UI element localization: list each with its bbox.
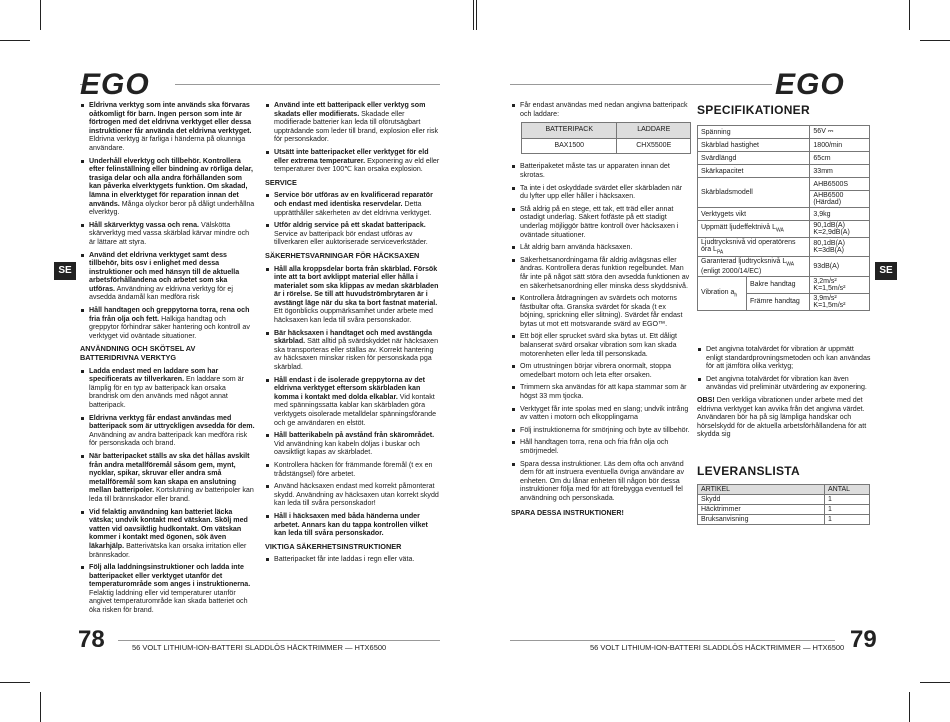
table-cell: AHB6500 (Härdad)	[810, 191, 870, 208]
battery-table	[521, 122, 691, 154]
bold-lead: Eldrivna verktyg får endast användas med batteripack som är uttryckligen avsedda för dem.	[89, 413, 255, 431]
crop-mark	[476, 0, 477, 30]
right-column-1	[511, 101, 691, 517]
crop-mark	[0, 682, 30, 683]
spec-value: 80,1dB(A)	[813, 240, 845, 248]
bold-lead: Håll endast i de isolerade greppytorna av det eldrivna verktyget eftersom skärbladen kan komma i kontakt med dolda elkablar.	[274, 375, 425, 401]
table-cell: 93dB(A)	[810, 257, 870, 276]
spec-subscript: WA	[786, 261, 795, 268]
list-item	[80, 306, 255, 340]
bold-lead: Eldrivna verktyg som inte används ska förvaras oåtkomligt för barn. Ingen person som inte är förtrogen med det eldrivna verktyget eller dessa instruktioner får använda det eldrivna verktyget.	[89, 101, 252, 135]
body-text: Service av batteripack bör endast utföras av tillverkaren eller auktoriserade serviceverkstäder.	[274, 229, 428, 247]
footer-rule	[118, 640, 440, 641]
left-column-1	[80, 101, 255, 619]
closing-note: SPARA DESSA INSTRUKTIONER!	[511, 508, 624, 517]
crop-mark	[920, 40, 950, 41]
table-cell: Verktygets vikt	[698, 208, 810, 221]
crop-mark	[909, 692, 910, 722]
body-text: Vid användning kan kabeln döljas i buskar och oavsiktligt kapas av skärbladet.	[274, 439, 420, 457]
body-text: Batterivätska kan orsaka irritation eller brännskador.	[89, 541, 247, 559]
bold-lead: Utför aldrig service på ett skadat batteripack.	[274, 221, 426, 230]
list-item	[265, 555, 440, 564]
spec-label: Vibration a	[701, 288, 735, 296]
table-header: BATTERIPACK	[522, 123, 617, 139]
table-cell: Skärbladsmodell	[698, 178, 810, 208]
ego-logo-right: EGO	[775, 68, 845, 101]
list-item: Säkerhetsanordningarna får aldrig avlägsnas eller ändras. Kontrollera deras funktion regelbundet. Man får inte på något sätt störa den avsedda funktionen av en säkerhetsanordning eller minska dess skyddsnivå.	[511, 256, 691, 290]
left-column-2	[265, 101, 440, 568]
list-item: Ett böjt eller sprucket svärd ska bytas ut. Ett dåligt balanserat svärd orsakar vibration som kan skada motorenheten eller leda till personskada.	[511, 332, 691, 358]
spec-value: K=2,9dB(A)	[813, 229, 850, 236]
table-cell: 1800/min	[810, 139, 870, 152]
safety-heading: SÄKERHETSVARNINGAR FÖR HÄCKSAXEN	[265, 250, 420, 260]
list-item: Spara dessa instruktioner. Läs dem ofta och använd dem för att instruera eventuella övriga användare av enheten. Om du lånar enheten till någon bör dessa instruktioner följa med för att förebygga eventuell fel användning och personskada.	[511, 460, 691, 503]
specs-notes	[697, 345, 872, 439]
specs-heading: SPECIFIKATIONER	[697, 103, 810, 117]
table-cell: 33mm	[810, 165, 870, 178]
ego-logo-left: EGO	[80, 68, 150, 101]
header-rule	[510, 84, 772, 85]
list-item: Ta inte i det oskyddade svärdet eller skärbladen när du lyfter upp eller håller i häcksaxen.	[511, 184, 691, 201]
table-cell	[698, 221, 810, 238]
spec-subscript: WA	[775, 227, 784, 234]
list-item: Om utrustningen börjar vibrera onormalt, stoppa omedelbart motorn och leta efter orsaken.	[511, 362, 691, 379]
leverans-heading: LEVERANSLISTA	[697, 464, 801, 478]
crop-mark	[40, 692, 41, 722]
spec-value: 3,2m/s²	[813, 277, 837, 285]
table-cell: 1	[825, 495, 870, 505]
extra-heading: VIKTIGA SÄKERHETSINSTRUKTIONER	[265, 541, 402, 551]
spec-label: Ljudtrycksnivå vid operatörens öra L	[701, 239, 796, 253]
table-cell: Spänning	[698, 126, 810, 139]
bold-lead: Använd det eldrivna verktyget samt dess tillbehör, bits osv i enlighet med dessa instruktioner och med hänsyn till de aktuella arbetsförhållandena och arbetet som ska utföras.	[89, 250, 240, 293]
body-text: Detta upprätthåller säkerheten av det eldrivna verktyget.	[274, 199, 432, 217]
list-item	[265, 376, 440, 428]
bold-lead: Vid felaktig användning kan batteriet läcka vätska; undvik kontakt med vätskan. Skölj med vatten vid oavsiktlig hudkontakt. Om vätskan kommer i kontakt med ögonen, sök även läkarhjälp.	[89, 507, 248, 550]
page-number-right: 79	[850, 626, 877, 653]
table-cell: Bakre handtag	[747, 276, 810, 293]
list-item	[80, 508, 255, 560]
body-text: Många olyckor beror på dåligt underhållna elverktyg.	[89, 199, 255, 217]
table-cell	[698, 257, 810, 276]
spec-label: Uppmätt ljudeffektnivå L	[701, 224, 776, 232]
body-text: En laddare som är lämplig för en typ av batteripack kan orsaka brandrisk om den används med något annat batteripack.	[89, 375, 244, 409]
table-cell: 56V ⎓	[810, 126, 870, 139]
body-text: Kortslutning av batteripoler kan leda till brännskador eller brand.	[89, 486, 254, 503]
obs-label: OBS!	[697, 395, 715, 404]
section-heading: ANVÄNDNING OCH SKÖTSEL AV BATTERIDRIVNA VERKTYG	[80, 344, 196, 363]
table-cell: Svärdlängd	[698, 152, 810, 165]
body-text: Kontrollera häcken för främmande föremål (t ex en trådstängsel) före arbetet.	[274, 460, 433, 478]
body-text: Vid kontakt med spänningssatta kablar kan skärbladen göra verktygets oisolerade metalldelar spänningsförande och ge användaren en elstöt.	[274, 392, 437, 427]
spec-value: K=1,5m/s²	[813, 301, 846, 309]
body-text: Skadade eller modifierade batterier kan leda till oförutsägbart uppträdande som leder till brand, explosion eller risk för personskador.	[274, 109, 439, 144]
table-cell: Skydd	[698, 495, 825, 505]
body-text: Användning av andra batteripack kan medföra risk för personskada och brand.	[89, 430, 248, 448]
spec-label: (enligt 2000/14/EC)	[701, 267, 762, 275]
spec-value: K=3dB(A)	[813, 247, 844, 255]
list-item	[265, 148, 440, 174]
spec-value: K=1,5m/s²	[813, 284, 846, 292]
list-item: Trimmern ska användas för att kapa stammar som är högst 33 mm tjocka.	[511, 383, 691, 400]
bold-lead: Bär häcksaxen i handtaget och med avstängda skärblad.	[274, 328, 433, 346]
spec-subscript: h	[734, 291, 738, 298]
bold-lead: Service bör utföras av en kvalificerad reparatör och endast med identiska reservdelar.	[274, 191, 433, 208]
list-item	[265, 101, 440, 144]
body-text: Sätt alltid på svärdskyddet när häcksaxen ska transporteras eller ställas av. Korrekt hantering av häcksaxen minskar risken för personskada pga skärblad.	[274, 337, 439, 372]
list-item	[80, 101, 255, 153]
leverans-table	[697, 484, 870, 525]
spec-subscript: PA	[716, 249, 724, 256]
body-text: Användning av eldrivna verktyg för ej avsedda ändamål kan medföra risk	[89, 284, 233, 302]
list-item: Följ instruktionerna för smörjning och byte av tillbehör.	[511, 426, 691, 435]
service-heading: SERVICE	[265, 177, 297, 187]
table-cell	[810, 238, 870, 257]
crop-mark	[473, 0, 474, 30]
list-item	[265, 482, 440, 508]
table-cell	[698, 238, 810, 257]
bold-lead: Håll i häcksaxen med båda händerna under arbetet. Annars kan du tappa kontrollen vilket kan leda till svåra personskador.	[274, 511, 428, 538]
table-cell: Skärblad hastighet	[698, 139, 810, 152]
table-cell: Skärkapacitet	[698, 165, 810, 178]
body-text: Använd häcksaxen endast med korrekt påmonterat skydd. Användning av häcksaxen utan korrekt skydd kan leda till svåra personskador!	[274, 482, 439, 508]
bold-lead: Följ alla laddningsinstruktioner och ladda inte batteripacket eller verktyget utanför det temperaturområde som anges i instruktionerna.	[89, 563, 251, 589]
list-item	[80, 157, 255, 217]
footer-rule	[510, 640, 835, 641]
list-item: Håll handtagen torra, rena och fria från olja och smörjmedel.	[511, 438, 691, 455]
list-item: Batteripaketet måste tas ur apparaten innan det skrotas.	[511, 162, 691, 179]
crop-mark	[0, 40, 30, 41]
list-item	[265, 431, 440, 457]
bold-lead: Håll skärverktyg vassa och rena.	[89, 220, 200, 229]
list-item: Får endast användas med nedan angivna batteripack och laddare:	[511, 101, 691, 118]
list-item: Det angivna totalvärdet för vibration är uppmätt enligt standardprovningsmetoden och kan användas för att jämföra olika verktyg;	[697, 345, 872, 371]
bold-lead: Ladda endast med en laddare som har specificerats av tillverkaren.	[89, 366, 219, 384]
bold-lead: Använd inte ett batteripack eller verktyg som skadats eller modifierats.	[274, 101, 426, 118]
header-rule	[175, 84, 440, 85]
table-cell: Främre handtag	[747, 293, 810, 310]
list-item	[265, 512, 440, 538]
spec-label: Garanterad ljudtrycksnivå L	[701, 258, 787, 266]
list-item: Det angivna totalvärdet för vibration kan även användas vid preliminär utvärdering av exponering.	[697, 375, 872, 392]
list-item	[80, 414, 255, 448]
body-text: Ett ögonblicks ouppmärksamhet under arbete med häcksaxen kan leda till svåra personskador.	[274, 307, 433, 325]
bold-lead: Utsätt inte batteripacket eller verktyget för eld eller extrema temperaturer.	[274, 147, 429, 165]
table-header: ANTAL	[825, 485, 870, 495]
body-text: Välskötta skärverktyg med vassa skärblad kärvar mindre och är lättare att styra.	[89, 220, 250, 246]
table-cell: BAX1500	[522, 138, 617, 154]
list-item	[265, 265, 440, 325]
body-text: Eldrivna verktyg är farliga i händerna på okunniga användare.	[89, 135, 246, 152]
language-tab-right: SE	[875, 262, 897, 280]
list-item	[80, 563, 255, 615]
bold-lead: Håll handtagen och greppytorna torra, rena och fria från olja och fett.	[89, 306, 250, 323]
table-cell: 3,9kg	[810, 208, 870, 221]
list-item	[265, 221, 440, 247]
table-cell	[810, 293, 870, 310]
table-cell	[810, 276, 870, 293]
list-item	[80, 221, 255, 247]
list-item	[265, 461, 440, 478]
list-item: Stå aldrig på en stege, ett tak, ett träd eller annat ostadigt underlag. Säkert fotfäste på ett stadigt underlag möjliggör bättre kontroll över häcksaxen i oväntade situationer.	[511, 205, 691, 239]
crop-mark	[920, 682, 950, 683]
body-text: Batteripacket får inte laddas i regn eller väta.	[274, 555, 415, 564]
list-item	[80, 251, 255, 303]
table-cell: 65cm	[810, 152, 870, 165]
page-number-left: 78	[78, 626, 105, 653]
obs-text: Den verkliga vibrationen under arbete med det eldrivna verktyget kan avvika från det angivna värdet. Användaren bör ha på sig lämpliga handskar och hörselskydd för de aktuella arbetsförhållandena för att skydda sig	[697, 395, 867, 439]
list-item	[265, 191, 440, 217]
spec-value: 90,1dB(A)	[813, 222, 845, 229]
list-item	[80, 452, 255, 504]
specs-table	[697, 125, 870, 311]
body-text: Exponering av eld eller temperaturer över 100℃ kan orsaka explosion.	[274, 156, 440, 174]
table-cell: AHB6500S	[810, 178, 870, 191]
body-text: Felaktig laddning eller vid temperaturer utanför angivet temperaturområde kan skada batteriet och öka risken för brand.	[89, 588, 248, 615]
list-item: Låt aldrig barn använda häcksaxen.	[511, 243, 691, 252]
footer-left: 56 VOLT LITHIUM-ION-BATTERI SLADDLÖS HÄCKTRIMMER — HTX6500	[132, 643, 387, 652]
body-text: Halkiga handtag och greppytor förhindrar säker hantering och kontroll av verktyget vid oväntade situationer.	[89, 314, 250, 340]
table-cell	[698, 276, 747, 310]
list-item: Verktyget får inte spolas med en slang; undvik intrång av vatten i motorn och elkopplingarna	[511, 405, 691, 422]
table-header: ARTIKEL	[698, 485, 825, 495]
crop-mark	[909, 0, 910, 30]
table-header: LADDARE	[617, 123, 691, 139]
spec-value: 3,9m/s²	[813, 294, 837, 302]
table-cell: Häcktrimmer	[698, 505, 825, 515]
list-item: Kontrollera åtdragningen av svärdets och motorns fästbultar ofta. Granska svärdet för skada (t ex böjning, sprickning eller slitning). Svärdet får endast bytas ut mot ett motsvarande svärd av EGO™.	[511, 294, 691, 328]
bold-lead: Håll alla kroppsdelar borta från skärblad. Försök inte att ta bort avklippt material eller hålla i materialet som ska klippas av medan skärbladen är i rörelse. Se till att huvudströmbrytaren är i avstängt läge när du ska ta bort fastnat material.	[274, 264, 439, 307]
crop-mark	[40, 0, 41, 30]
footer-right: 56 VOLT LITHIUM-ION-BATTERI SLADDLÖS HÄCKTRIMMER — HTX6500	[590, 643, 845, 652]
table-cell: 1	[825, 515, 870, 525]
table-cell: Bruksanvisning	[698, 515, 825, 525]
bold-lead: Underhåll elverktyg och tillbehör. Kontrollera efter felinställning eller bindning av rörliga delar, trasiga delar och alla andra förhållanden som kan påverka elverktygets funktion. Om skadad, lämna in elverktyget för reparation innan det används.	[89, 156, 253, 208]
table-cell: 1	[825, 505, 870, 515]
table-cell: CHX5500E	[617, 138, 691, 154]
bold-lead: Håll batterikabeln på avstånd från skärområdet.	[274, 431, 435, 440]
list-item	[80, 367, 255, 410]
language-tab-left: SE	[54, 262, 76, 280]
list-item	[265, 329, 440, 372]
table-cell	[810, 221, 870, 238]
bold-lead: När batteripacket ställs av ska det hållas avskilt från andra metallföremål såsom gem, mynt, nycklar, spikar, skruvar eller andra små metallföremål som kan skapa en anslutning mellan batteripoler.	[89, 451, 250, 495]
